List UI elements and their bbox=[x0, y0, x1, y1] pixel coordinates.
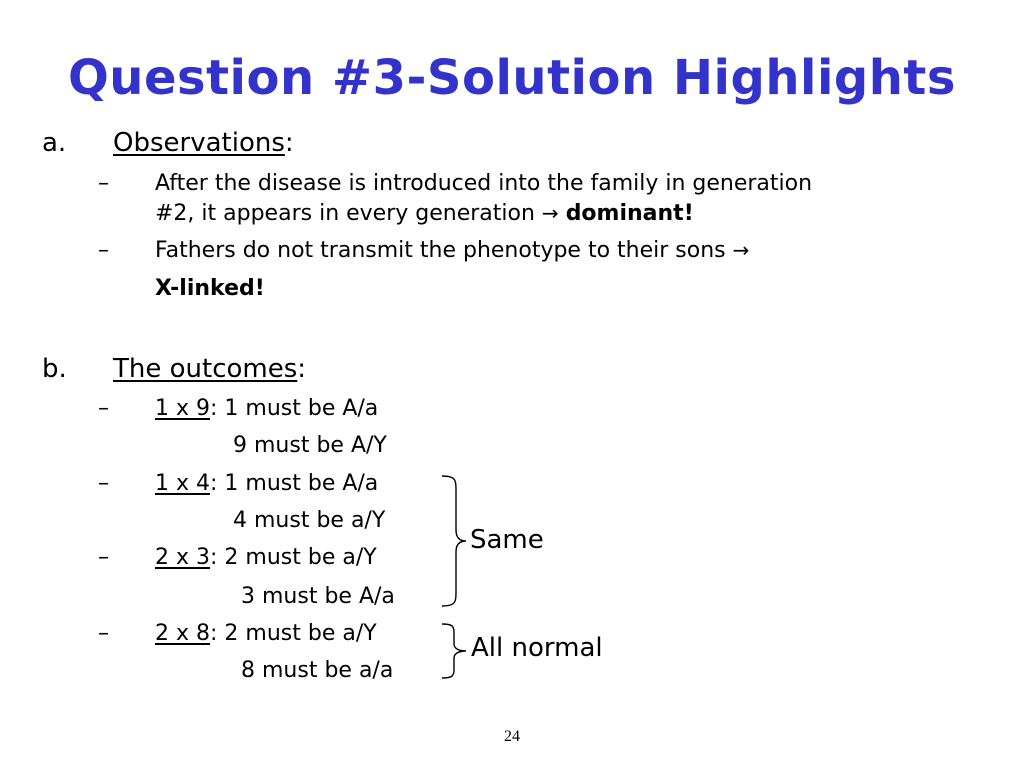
section-b-heading-colon: : bbox=[297, 354, 307, 384]
cross-1x4-label: 1 x 4 bbox=[155, 471, 210, 496]
bullet-dash: – bbox=[98, 238, 109, 263]
cross-1x4-first: : 1 must be A/a bbox=[210, 471, 379, 496]
section-a-heading bbox=[113, 128, 294, 158]
cross-1x9-label: 1 x 9 bbox=[155, 396, 210, 421]
cross-2x3-second: 3 must be A/a bbox=[241, 584, 395, 609]
cross-2x8-label: 2 x 8 bbox=[155, 621, 210, 646]
cross-2x3-label: 2 x 3 bbox=[155, 545, 210, 570]
bullet-dash: – bbox=[98, 171, 109, 196]
cross-1x4-second: 4 must be a/Y bbox=[233, 508, 386, 533]
bullet-dash: – bbox=[98, 471, 109, 496]
cross-1x9-line-1 bbox=[155, 396, 378, 421]
group-label-all-normal: All normal bbox=[471, 633, 603, 663]
arrow-right-icon: → bbox=[541, 201, 559, 225]
bullet-dash: – bbox=[98, 396, 109, 421]
section-a-heading-text: Observations bbox=[113, 128, 285, 158]
cross-2x3-line-1 bbox=[155, 545, 377, 570]
group-label-same: Same bbox=[470, 525, 544, 555]
observation-1-line-2 bbox=[155, 201, 694, 226]
observation-2-line-1 bbox=[155, 238, 749, 263]
section-b-heading-text: The outcomes bbox=[113, 354, 298, 384]
observation-1-text: #2, it appears in every generation bbox=[155, 201, 542, 226]
bullet-dash: – bbox=[98, 545, 109, 570]
observation-1-line-1: After the disease is introduced into the family in generation bbox=[155, 171, 813, 196]
bullet-dash: – bbox=[98, 621, 109, 646]
slide-title: Question #3-Solution Highlights bbox=[68, 50, 956, 106]
right-brace-icon bbox=[440, 622, 470, 680]
cross-2x3-first: : 2 must be a/Y bbox=[210, 545, 377, 570]
cross-2x8-second: 8 must be a/a bbox=[241, 658, 394, 683]
observation-2-line-2 bbox=[155, 276, 265, 301]
observation-2-text: Fathers do not transmit the phenotype to their sons bbox=[155, 238, 733, 263]
right-brace-icon bbox=[440, 474, 470, 608]
section-b-marker: b. bbox=[42, 354, 67, 384]
section-a-marker: a. bbox=[42, 128, 67, 158]
observation-1-conclusion: dominant! bbox=[565, 201, 694, 226]
cross-2x8-line-1 bbox=[155, 621, 377, 646]
observation-2-conclusion: X-linked! bbox=[155, 276, 265, 301]
page-number: 24 bbox=[504, 728, 520, 745]
section-a-heading-colon: : bbox=[284, 128, 294, 158]
cross-1x9-second: 9 must be A/Y bbox=[233, 433, 387, 458]
cross-1x4-line-1 bbox=[155, 471, 378, 496]
section-b-heading bbox=[113, 354, 306, 384]
cross-1x9-first: : 1 must be A/a bbox=[210, 396, 379, 421]
cross-2x8-first: : 2 must be a/Y bbox=[210, 621, 377, 646]
arrow-right-icon: → bbox=[732, 238, 750, 262]
